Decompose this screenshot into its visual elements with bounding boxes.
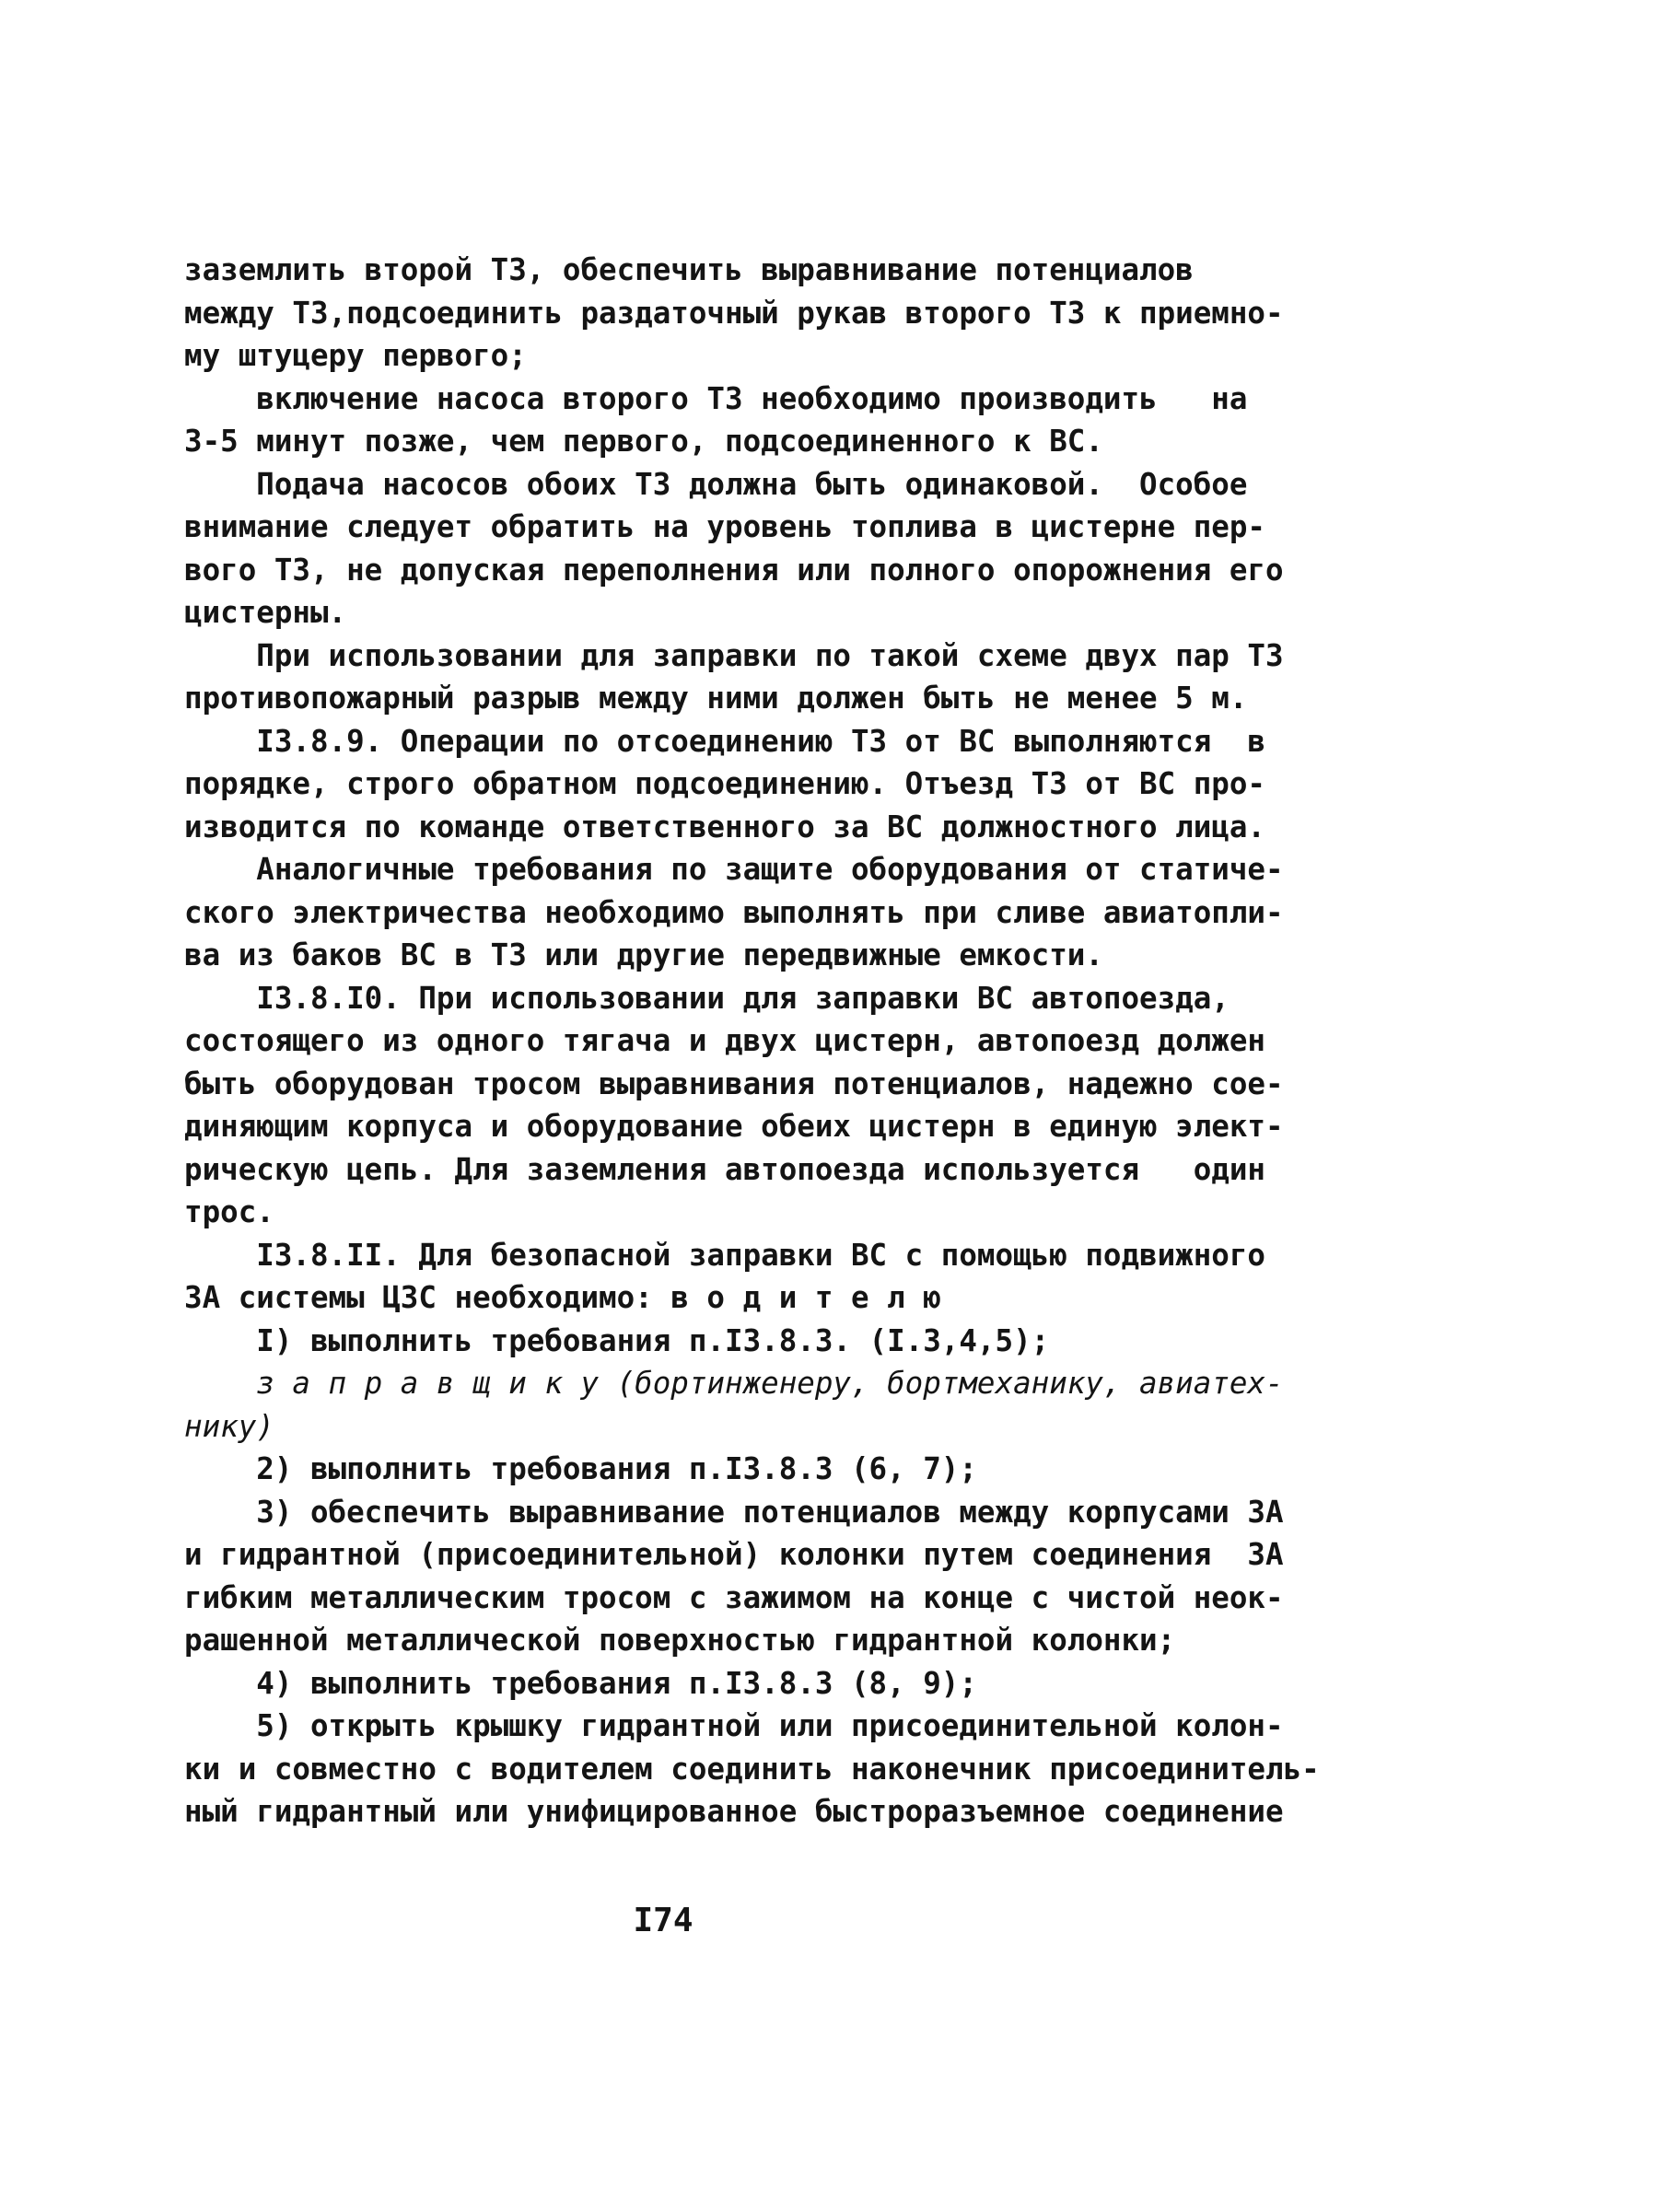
text-line: При использовании для заправки по такой схеме двух пар ТЗ	[184, 637, 1284, 673]
text-line: гибким металлическим тросом с зажимом на конце с чистой неок-	[184, 1579, 1284, 1615]
text-line: I3.8.II. Для безопасной заправки ВС с помощью подвижного	[184, 1237, 1265, 1273]
text-line: 5) открыть крышку гидрантной или присоединительной колон-	[184, 1708, 1284, 1743]
text-line: противопожарный разрыв между ними должен быть не менее 5 м.	[184, 681, 1248, 716]
text-line: рическую цепь. Для заземления автопоезда используется один	[184, 1151, 1265, 1187]
text-line: цистерны.	[184, 595, 347, 630]
text-line: I3.8.9. Операции по отсоединению ТЗ от ВС выполняются в	[184, 723, 1265, 759]
text-line: I3.8.I0. При использовании для заправки ВС автопоезда,	[184, 980, 1230, 1016]
text-line: нику)	[184, 1408, 274, 1444]
text-line: ЗА системы ЦЗС необходимо: в о д и т е л ю	[184, 1280, 941, 1315]
text-line: Подача насосов обоих ТЗ должна быть одинаковой. Особое	[184, 466, 1248, 502]
text-line: му штуцеру первого;	[184, 338, 527, 373]
text-line: и гидрантной (присоединительной) колонки путем соединения ЗА	[184, 1537, 1284, 1572]
text-line: рашенной металлической поверхностью гидрантной колонки;	[184, 1623, 1176, 1658]
text-line: ва из баков ВС в ТЗ или другие передвижные емкости.	[184, 937, 1103, 972]
page-number: I74	[633, 1902, 693, 1939]
text-line: ского электричества необходимо выполнять при сливе авиатопли-	[184, 894, 1284, 930]
text-line: внимание следует обратить на уровень топлива в цистерне пер-	[184, 509, 1265, 544]
text-line: между ТЗ,подсоединить раздаточный рукав второго ТЗ к приемно-	[184, 295, 1284, 331]
text-line: вого ТЗ, не допуская переполнения или полного опорожнения его	[184, 552, 1284, 588]
text-line: состоящего из одного тягача и двух цистерн, автопоезд должен	[184, 1023, 1265, 1058]
text-line: включение насоса второго ТЗ необходимо производить на	[184, 380, 1248, 416]
text-line: з а п р а в щ и к у (бортинженеру, бортмеханику, авиатех-	[184, 1366, 1284, 1401]
text-line: заземлить второй ТЗ, обеспечить выравнивание потенциалов	[184, 252, 1194, 287]
text-line: 2) выполнить требования п.I3.8.3 (6, 7);	[184, 1451, 977, 1486]
text-line: ный гидрантный или унифицированное быстроразъемное соединение	[184, 1794, 1284, 1829]
text-line: I) выполнить требования п.I3.8.3. (I.3,4,5);	[184, 1322, 1050, 1358]
text-line: трос.	[184, 1194, 274, 1229]
text-line: быть оборудован тросом выравнивания потенциалов, надежно сое-	[184, 1065, 1284, 1101]
text-line: 4) выполнить требования п.I3.8.3 (8, 9);	[184, 1665, 977, 1701]
text-line: 3) обеспечить выравнивание потенциалов между корпусами ЗА	[184, 1494, 1284, 1530]
text-line: диняющим корпуса и оборудование обеих цистерн в единую элект-	[184, 1109, 1284, 1144]
body-text	[184, 249, 1320, 1834]
text-line: изводится по команде ответственного за ВС должностного лица.	[184, 809, 1265, 844]
text-line: Аналогичные требования по защите оборудования от статиче-	[184, 852, 1284, 887]
text-line: 3-5 минут позже, чем первого, подсоединенного к ВС.	[184, 424, 1103, 459]
text-line: ки и совместно с водителем соединить наконечник присоединитель-	[184, 1751, 1320, 1787]
text-line: порядке, строго обратном подсоединению. Отъезд ТЗ от ВС про-	[184, 766, 1265, 801]
